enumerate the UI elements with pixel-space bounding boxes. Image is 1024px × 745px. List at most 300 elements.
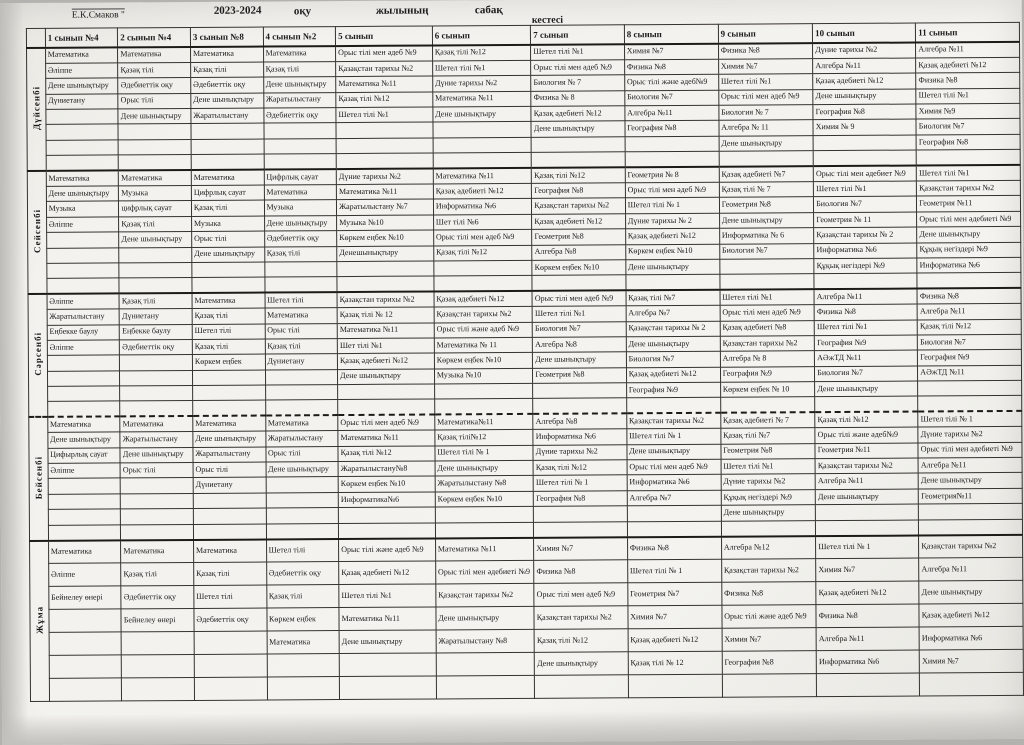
- lesson-cell: [720, 397, 815, 413]
- lesson-cell: [433, 137, 532, 153]
- lesson-cell: Қазақ әдебиеті №12: [626, 367, 720, 383]
- lesson-cell: Математика: [192, 293, 265, 309]
- lesson-cell: Алгебра №12: [721, 536, 816, 560]
- lesson-cell: Қазақ әдебиеті №12: [532, 214, 626, 230]
- lesson-cell: [48, 478, 121, 494]
- lesson-cell: Қазақ әдебиеті №12: [531, 106, 625, 122]
- lesson-cell: Жаратылыстану№8: [338, 461, 435, 477]
- lesson-cell: Орыс тілі мен әдеб №9: [532, 291, 626, 307]
- lesson-cell: Физика №8: [814, 304, 917, 320]
- lesson-cell: [49, 609, 122, 632]
- lesson-cell: Еңбекке баулу: [47, 324, 120, 340]
- lesson-cell: Қазақстан тарихы №2: [919, 534, 1023, 558]
- lesson-cell: Дене шынықтыру: [48, 432, 121, 448]
- lesson-cell: Дене шынықтыру: [193, 431, 266, 447]
- lesson-cell: [813, 150, 916, 166]
- lesson-cell: Физика №8: [816, 604, 919, 628]
- lesson-cell: Қазақ тілі: [119, 293, 192, 309]
- lesson-cell: Қазақстан тарихы №2: [534, 606, 628, 630]
- lesson-cell: География №8: [534, 491, 628, 507]
- lesson-cell: Шетел тілі № 1: [533, 475, 627, 491]
- lesson-cell: Дене шынықтыру: [627, 444, 721, 460]
- lesson-cell: Әліппе: [48, 563, 121, 586]
- lesson-cell: Бейнелеу өнері: [49, 586, 122, 609]
- lesson-cell: Биология №7: [815, 366, 918, 382]
- lesson-cell: Шетел тілі № 1: [627, 559, 721, 583]
- lesson-cell: [338, 507, 435, 523]
- lesson-cell: Қазақстан тарихы №2: [917, 180, 1021, 196]
- class-column-header: 7 сынып: [531, 25, 625, 45]
- lesson-cell: Шетел тілі №1: [718, 74, 813, 90]
- lesson-cell: Қазақ тілі: [121, 562, 194, 585]
- lesson-cell: Дене шынықтыру: [263, 77, 336, 93]
- lesson-cell: Орыс тілі мен әдебиеті №9: [435, 560, 534, 584]
- lesson-cell: География №9: [720, 366, 815, 382]
- lesson-cell: Дене шынықтыру: [626, 259, 720, 275]
- lesson-cell: Қазақ әдебиеті №12: [813, 73, 916, 89]
- lesson-cell: Дене шынықтыру: [45, 78, 118, 94]
- lesson-cell: Көркем еңбек: [192, 354, 265, 370]
- lesson-cell: Шетел тілі № 1: [918, 411, 1022, 427]
- lesson-cell: Жаратылыстану: [263, 92, 336, 108]
- lesson-cell: Дене шынықтыру: [815, 381, 918, 397]
- lesson-cell: [265, 385, 338, 401]
- lesson-cell: [118, 139, 191, 155]
- lesson-cell: Қазақ тілі №12: [815, 412, 918, 428]
- lesson-cell: Қазақ әдебиеті № 7: [720, 413, 815, 429]
- lesson-cell: Дүние тарихы №2: [433, 76, 532, 92]
- lesson-cell: [627, 521, 721, 537]
- lesson-cell: [191, 139, 264, 155]
- lesson-cell: АӘжТД №11: [815, 350, 918, 366]
- lesson-cell: [192, 385, 265, 401]
- lesson-cell: Орыс тілі мен әдебиеті №9: [918, 442, 1022, 458]
- lesson-cell: Математика: [264, 185, 337, 201]
- lesson-cell: [46, 109, 119, 125]
- day-label: Дүйсенбі: [27, 48, 46, 171]
- lesson-cell: Алгебра №11: [813, 58, 916, 74]
- lesson-cell: Қазақ тілі №12: [534, 629, 628, 653]
- lesson-cell: Қазақ әдебиеті №12: [628, 628, 722, 652]
- lesson-cell: [121, 493, 194, 509]
- lesson-cell: Бейнелеу өнері: [121, 608, 194, 631]
- lesson-cell: [121, 509, 194, 525]
- lesson-cell: Геометрия №8: [719, 197, 814, 213]
- lesson-cell: Дене шынықтыру: [719, 135, 814, 151]
- title-year: 2023-2024: [213, 4, 262, 17]
- lesson-cell: Қазақ тілі № 12: [337, 307, 434, 323]
- lesson-cell: Алгебра №8: [533, 414, 627, 430]
- lesson-cell: Әдебиеттік оқу: [191, 77, 264, 93]
- lesson-cell: Қазақ әдебиеті №12: [434, 291, 533, 307]
- lesson-cell: Биология №7: [625, 90, 719, 106]
- lesson-cell: Математика: [265, 415, 338, 431]
- lesson-cell: Математика №11: [433, 91, 532, 107]
- lesson-cell: Шетел тілі № 1: [435, 445, 534, 461]
- lesson-cell: [533, 398, 627, 414]
- lesson-cell: [816, 520, 919, 536]
- scan-shadow-bottom: [2, 709, 1024, 745]
- lesson-cell: [46, 124, 119, 140]
- lesson-cell: Орыс тілі: [120, 462, 193, 478]
- lesson-cell: [435, 507, 534, 523]
- lesson-cell: Қазақ тілі: [119, 216, 192, 232]
- lesson-cell: Дене шынықтыру: [917, 227, 1021, 243]
- lesson-cell: Информатика №6: [917, 257, 1021, 273]
- lesson-cell: [532, 275, 626, 291]
- lesson-cell: [46, 155, 119, 171]
- lesson-cell: Химия №7: [722, 628, 817, 652]
- lesson-cell: Көркем еңбек: [266, 608, 339, 631]
- lesson-cell: Информатика№6: [338, 492, 435, 508]
- lesson-cell: [193, 493, 266, 509]
- lesson-cell: Әліппе: [45, 63, 118, 79]
- lesson-cell: Дене шынықтыру: [533, 352, 627, 368]
- lesson-cell: Орыс тілі мен әдеб №9: [720, 305, 815, 321]
- lesson-cell: Шетел тілі: [192, 324, 265, 340]
- lesson-cell: Дене шынықтыру: [813, 89, 916, 105]
- lesson-cell: Информатика №6: [919, 626, 1023, 650]
- lesson-cell: [531, 137, 625, 153]
- lesson-cell: Қазақ әдебиеті №12: [625, 228, 719, 244]
- lesson-cell: Жаратылыстану №8: [436, 629, 535, 653]
- lesson-cell: Математика: [48, 540, 121, 563]
- lesson-cell: Қазақстан тарихы №2: [721, 559, 816, 583]
- lesson-cell: [625, 151, 719, 167]
- lesson-cell: [625, 136, 719, 152]
- lesson-cell: [627, 505, 721, 521]
- lesson-cell: Алгебра №11: [816, 627, 919, 651]
- lesson-cell: Қазақ тілі: [191, 62, 264, 78]
- lesson-cell: Алгебра № 8: [720, 351, 815, 367]
- lesson-cell: [433, 122, 532, 138]
- lesson-cell: Биология №7: [626, 352, 720, 368]
- lesson-cell: [264, 262, 337, 278]
- lesson-cell: Алгебра №11: [625, 105, 719, 121]
- lesson-cell: [194, 677, 267, 700]
- lesson-cell: [628, 674, 722, 698]
- lesson-cell: Қазақ тілі №12: [532, 167, 626, 183]
- lesson-cell: Дене шынықтыру: [266, 462, 339, 478]
- title-word-kestesi: кестесі: [531, 14, 564, 26]
- lesson-cell: Қазақ тілі: [264, 246, 337, 262]
- lesson-cell: Химия №7: [919, 649, 1023, 673]
- lesson-cell: Қазақстан тарихы №2: [815, 458, 918, 474]
- lesson-cell: Қазақстан тарихы № 2: [626, 321, 720, 337]
- lesson-cell: Әліппе: [48, 463, 121, 479]
- day-column-corner: [26, 28, 45, 48]
- lesson-cell: Қазақ тілі №12: [432, 45, 531, 61]
- lesson-cell: [436, 675, 535, 699]
- lesson-cell: [434, 399, 533, 415]
- lesson-cell: [264, 277, 337, 293]
- lesson-cell: Қазақстан тарихы №2: [532, 198, 626, 214]
- lesson-cell: [816, 504, 919, 520]
- lesson-cell: Қазақ тілі № 7: [719, 182, 814, 198]
- lesson-cell: Орыс тілі: [118, 93, 191, 109]
- lesson-cell: [121, 631, 194, 654]
- day-label: Сәрсенбі: [28, 294, 47, 417]
- lesson-cell: Шетел тілі №1: [814, 181, 917, 197]
- lesson-cell: [119, 278, 192, 294]
- lesson-cell: Математика №11: [337, 323, 434, 339]
- lesson-cell: Дене шынықтыру: [721, 505, 816, 521]
- lesson-cell: Биология № 7: [719, 105, 814, 121]
- lesson-cell: Алгебра №11: [918, 457, 1022, 473]
- lesson-cell: [122, 677, 195, 700]
- lesson-cell: Көркем еңбек №10: [625, 244, 719, 260]
- lesson-cell: [47, 386, 120, 402]
- lesson-cell: Орыс тілі және әдеб №9: [339, 538, 436, 562]
- lesson-cell: Орыс тілі және әдеб№9: [624, 75, 718, 91]
- lesson-cell: [120, 386, 193, 402]
- lesson-cell: Музыка: [119, 185, 192, 201]
- lesson-cell: География №9: [626, 382, 720, 398]
- lesson-cell: Әдебиеттік оқу: [118, 78, 191, 94]
- lesson-cell: Жаратылыстану: [193, 447, 266, 463]
- lesson-cell: Дене шынықтыру: [531, 121, 625, 137]
- lesson-cell: География №8: [722, 651, 817, 675]
- lesson-cell: [336, 153, 433, 169]
- lesson-cell: Шет тілі №6: [433, 214, 532, 230]
- lesson-cell: География №8: [813, 104, 916, 120]
- lesson-cell: Музыка №10: [337, 215, 434, 231]
- lesson-cell: цифрлық сауат: [119, 201, 192, 217]
- lesson-cell: Алгебра №8: [532, 244, 626, 260]
- lesson-cell: Шетел тілі №1: [721, 459, 816, 475]
- lesson-cell: Дене шынықтыру: [191, 93, 264, 109]
- lesson-cell: Информатика №6: [816, 650, 919, 674]
- lesson-cell: Дене шынықтыру: [338, 369, 435, 385]
- lesson-cell: Дүние тарихы №2: [918, 427, 1022, 443]
- lesson-cell: Қазақстан тарихы №2: [720, 336, 815, 352]
- lesson-cell: Қазақ тілі: [266, 585, 339, 608]
- lesson-cell: Шетел тілі №1: [720, 289, 815, 305]
- lesson-cell: [47, 371, 120, 387]
- lesson-cell: Орыс тілі мен әдебиет №9: [813, 166, 916, 182]
- lesson-cell: География №8: [532, 183, 626, 199]
- lesson-cell: Әдебиеттік оқу: [264, 231, 337, 247]
- lesson-cell: [192, 262, 265, 278]
- lesson-cell: Жаратылыстану: [265, 431, 338, 447]
- lesson-cell: Орыс тілі: [265, 323, 338, 339]
- lesson-cell: [191, 154, 264, 170]
- lesson-cell: Алгебра №7: [626, 305, 720, 321]
- lesson-cell: [120, 370, 193, 386]
- lesson-cell: Әдебиеттік оқу: [194, 608, 267, 631]
- lesson-cell: Физика №8: [916, 73, 1020, 89]
- lesson-cell: Қазақ тілі №12: [533, 460, 627, 476]
- lesson-cell: Химия №7: [628, 605, 722, 629]
- lesson-cell: Дене шынықтыру: [918, 473, 1022, 489]
- title-word-sabak: сабақ: [474, 4, 503, 17]
- lesson-cell: [191, 123, 264, 139]
- lesson-cell: Дүниетану: [119, 309, 192, 325]
- lesson-cell: [47, 278, 120, 294]
- lesson-cell: [193, 400, 266, 416]
- lesson-cell: Информатика №6: [814, 243, 917, 259]
- lesson-cell: Геометрия №7: [628, 582, 722, 606]
- lesson-cell: Математика: [267, 631, 340, 654]
- lesson-cell: Математика №11: [336, 184, 433, 200]
- lesson-cell: Алгебра №11: [917, 304, 1021, 320]
- lesson-cell: [47, 355, 120, 371]
- lesson-cell: Орыс тілі мен әдеб №9: [627, 459, 721, 475]
- lesson-cell: Қазақ әдебиеті №12: [816, 581, 919, 605]
- lesson-cell: Геометрия№11: [919, 488, 1023, 504]
- lesson-cell: Құқық негіздері №9: [721, 489, 816, 505]
- lesson-cell: Информатика № 6: [719, 228, 814, 244]
- lesson-cell: [813, 135, 916, 151]
- lesson-cell: Шетел тілі № 1: [627, 428, 721, 444]
- lesson-cell: Дене шынықтыру: [815, 489, 918, 505]
- lesson-cell: Жаратылыстану №7: [337, 199, 434, 215]
- lesson-cell: [433, 153, 532, 169]
- lesson-cell: Көркем еңбек №10: [434, 353, 533, 369]
- lesson-cell: Математика: [263, 46, 336, 62]
- lesson-cell: [435, 522, 534, 538]
- lesson-cell: Қазақ тілі: [194, 562, 267, 585]
- lesson-cell: Орыс тілі мен әдеб №9: [719, 89, 814, 105]
- lesson-cell: Химия №7: [816, 558, 919, 582]
- lesson-cell: [119, 247, 192, 263]
- lesson-cell: Математика: [120, 416, 193, 432]
- lesson-cell: Шетел тілі №1: [531, 44, 625, 60]
- day-label: Жұма: [30, 540, 50, 701]
- lesson-cell: Дүниетану: [193, 477, 266, 493]
- lesson-cell: Математика: [190, 47, 263, 63]
- lesson-cell: Қазақстан тарихы №2: [337, 292, 434, 308]
- lesson-cell: Биология №7: [719, 243, 814, 259]
- lesson-cell: Математика: [119, 170, 192, 186]
- lesson-cell: Қазақ тілі: [192, 308, 265, 324]
- lesson-cell: Қазақ әдебиеті №12: [433, 183, 532, 199]
- lesson-cell: Информатика №6: [533, 429, 627, 445]
- class-column-header: 4 сынып №2: [263, 27, 336, 47]
- lesson-cell: Цифрлық сауат: [191, 185, 264, 201]
- lesson-cell: Химия №7: [624, 44, 718, 60]
- timetable-body: [27, 42, 1024, 702]
- lesson-cell: Музыка №10: [434, 368, 533, 384]
- class-column-header: 2 сынып №4: [118, 27, 191, 47]
- lesson-cell: Шет тілі №1: [337, 338, 434, 354]
- author-name: Е.К.Смаков ": [71, 10, 125, 21]
- lesson-cell: Математика: [46, 171, 119, 187]
- lesson-cell: Алгебра № 11: [719, 120, 814, 136]
- lesson-cell: Биология № 7: [531, 75, 625, 91]
- lesson-cell: Әліппе: [47, 294, 120, 310]
- lesson-cell: [534, 521, 628, 537]
- lesson-cell: Қазақ әдебиеті №8: [720, 320, 815, 336]
- scan-shadow-left: [0, 3, 28, 745]
- lesson-cell: Шетел тілі №1: [336, 107, 433, 123]
- lesson-cell: Қазақ әдебиеті №12: [339, 561, 436, 585]
- lesson-cell: [48, 509, 121, 525]
- day-label: Бейсенбі: [29, 417, 48, 540]
- lesson-cell: Шетел тілі №1: [814, 320, 917, 336]
- lesson-cell: Қазақ тілі № 12: [628, 651, 722, 675]
- class-column-header: 3 сынып №8: [190, 27, 263, 47]
- lesson-cell: Шетел тілі №1: [917, 165, 1021, 181]
- lesson-cell: Көркем еңбек №10: [338, 476, 435, 492]
- lesson-cell: [194, 654, 267, 677]
- lesson-cell: Қазақстан тарихы №2: [436, 583, 535, 607]
- lesson-cell: Математика: [191, 170, 264, 186]
- lesson-cell: Дүние тарихы № 2: [625, 213, 719, 229]
- lesson-cell: Орыс тілі мен әдеб №9: [625, 182, 719, 198]
- lesson-cell: [46, 140, 119, 156]
- lesson-cell: Алгебра №11: [919, 557, 1023, 581]
- lesson-cell: [266, 477, 339, 493]
- lesson-cell: Әліппе: [46, 217, 119, 233]
- lesson-cell: Геометрия №8: [721, 443, 816, 459]
- lesson-cell: Математика: [193, 416, 266, 432]
- lesson-cell: Математика№11: [435, 414, 534, 430]
- lesson-cell: Дене шынықтыру: [339, 630, 436, 654]
- lesson-cell: Дене шынықтыру: [120, 447, 193, 463]
- lesson-cell: Алгебра №7: [627, 490, 721, 506]
- lesson-cell: [817, 673, 920, 697]
- lesson-cell: Дене шынықтыру: [436, 606, 535, 630]
- lesson-cell: Алгебра №11: [815, 473, 918, 489]
- lesson-cell: Көркем еңбек № 10: [720, 382, 815, 398]
- lesson-cell: Математика: [193, 539, 266, 562]
- lesson-cell: [338, 384, 435, 400]
- lesson-cell: [119, 262, 192, 278]
- title-word-oku: оқу: [293, 5, 312, 18]
- lesson-cell: Шетел тілі №1: [339, 584, 436, 608]
- lesson-cell: [720, 259, 815, 275]
- lesson-cell: Математика №11: [339, 607, 436, 631]
- lesson-cell: Шетел тілі №1: [916, 88, 1020, 104]
- lesson-cell: Математика №11: [336, 76, 433, 92]
- lesson-cell: Дене шынықтыру: [435, 460, 534, 476]
- lesson-cell: Дене шынықтыру: [719, 212, 814, 228]
- lesson-cell: Шетел тілі: [266, 539, 339, 562]
- lesson-cell: Математика: [121, 539, 194, 562]
- lesson-cell: Қазақ әдебиеті №12: [919, 603, 1023, 627]
- class-column-header: 11 сынып: [916, 22, 1020, 42]
- lesson-cell: Құқық негіздері №9: [917, 242, 1021, 258]
- lesson-cell: [264, 138, 337, 154]
- lesson-cell: [118, 124, 191, 140]
- lesson-cell: Орыс тілі мен әдебиеті №9: [917, 211, 1021, 227]
- lesson-cell: [267, 654, 340, 677]
- lesson-cell: Физика №8: [624, 59, 718, 75]
- lesson-cell: Информатика №6: [627, 475, 721, 491]
- lesson-cell: Музыка: [264, 200, 337, 216]
- lesson-cell: Геометрия №11: [917, 196, 1021, 212]
- timetable: [26, 22, 1024, 702]
- lesson-cell: Дене шынықтыру: [919, 580, 1023, 604]
- lesson-cell: [47, 263, 120, 279]
- lesson-cell: [339, 676, 436, 700]
- lesson-cell: [121, 524, 194, 540]
- lesson-cell: Геометрия № 8: [625, 167, 719, 183]
- lesson-cell: [48, 525, 121, 541]
- lesson-cell: [49, 655, 122, 678]
- lesson-cell: Дүние тарихы №2: [721, 474, 816, 490]
- lesson-cell: Шетел тілі: [265, 292, 338, 308]
- lesson-cell: Қазақ әдебиеті №12: [337, 353, 434, 369]
- title-word-zhylynyn: жылының: [375, 4, 429, 17]
- lesson-cell: Әдебиеттік оқу: [120, 339, 193, 355]
- lesson-cell: Дүниетану: [265, 354, 338, 370]
- lesson-cell: [46, 232, 119, 248]
- lesson-cell: [265, 400, 338, 416]
- lesson-cell: Қазақ әдебиеті №7: [719, 166, 814, 182]
- lesson-cell: Биология №7: [918, 334, 1022, 350]
